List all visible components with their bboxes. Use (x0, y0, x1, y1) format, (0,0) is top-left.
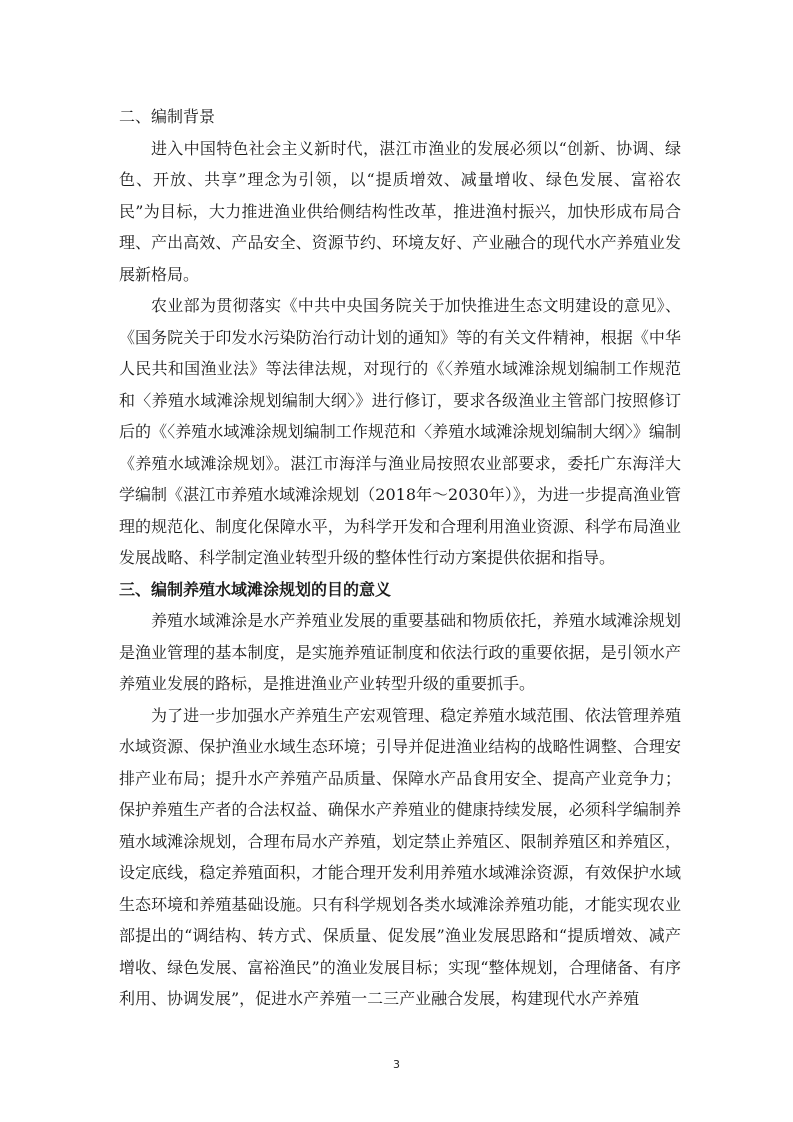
paragraph-background-1: 进入中国特色社会主义新时代，湛江市渔业的发展必须以“创新、协调、绿色、开放、共享”理念为引领，以“提质增效、减量增收、绿色发展、富裕农民”为目标，大力推进渔业供给侧结构性改革，推进渔村振兴，加快形成布局合理、产出高效、产品安全、资源节约、环境友好、产业融合的现代水产养殖业发展新格局。 (119, 138, 681, 284)
paragraph-purpose-1: 养殖水域滩涂是水产养殖业发展的重要基础和物质依托，养殖水域滩涂规划是渔业管理的基本制度，是实施养殖证制度和依法行政的重要依据，是引领水产养殖业发展的路标，是推进渔业产业转型升级的重要抓手。 (119, 611, 681, 693)
section-heading-background: 二、编制背景 (119, 107, 216, 126)
page-number: 3 (393, 1058, 400, 1071)
paragraph-background-2: 农业部为贯彻落实《中共中央国务院关于加快推进生态文明建设的意见》、《国务院关于印发水污染防治行动计划的通知》等的有关文件精神，根据《中华人民共和国渔业法》等法律法规，对现行的《〈养殖水域滩涂规划编制工作规范和〈养殖水域滩涂规划编制大纲〉》进行修订，要求各级渔业主管部门按照修订后的《〈养殖水域滩涂规划编制工作规范和〈养殖水域滩涂规划编制大纲〉》编制《养殖水域滩涂规划》。湛江市海洋与渔业局按照农业部要求，委托广东海洋大学编制《湛江市养殖水域滩涂规划（2018年～2030年）》，为进一步提高渔业管理的规范化、制度化保障水平，为科学开发和合理利用渔业资源、科学布局渔业发展战略、科学制定渔业转型升级的整体性行动方案提供依据和指导。 (119, 296, 681, 567)
paragraph-purpose-2: 为了进一步加强水产养殖生产宏观管理、稳定养殖水域范围、依法管理养殖水域资源、保护渔业水域生态环境；引导并促进渔业结构的战略性调整、合理安排产业布局；提升水产养殖产品质量、保障水产品食用安全、提高产业竞争力；保护养殖生产者的合法权益、确保水产养殖业的健康持续发展，必须科学编制养殖水域滩涂规划，合理布局水产养殖，划定禁止养殖区、限制养殖区和养殖区，设定底线，稳定养殖面积，才能合理开发利用养殖水域滩涂资源，有效保护水域生态环境和养殖基础设施。只有科学规划各类水域滩涂养殖功能，才能实现农业部提出的“调结构、转方式、保质量、促发展”渔业发展思路和“提质增效、减产增收、绿色发展、富裕渔民”的渔业发展目标；实现“整体规划，合理储备、有序利用、协调发展”，促进水产养殖一二三产业融合发展，构建现代水产养殖 (119, 705, 681, 1008)
section-heading-purpose: 三、编制养殖水域滩涂规划的目的意义 (119, 579, 392, 599)
page-content (119, 101, 681, 1015)
